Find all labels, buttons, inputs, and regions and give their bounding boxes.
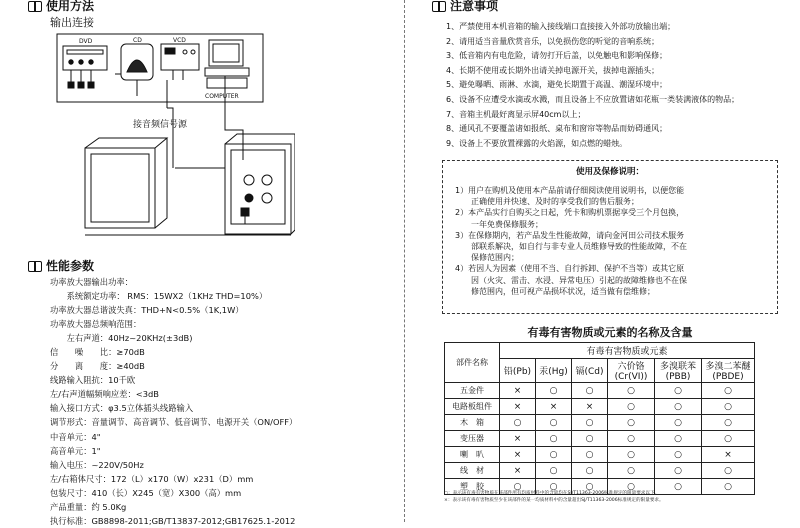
warranty-line: 部联系解决，如自行与非专业人员维修导致的性能故障，不在 [455,242,687,252]
hazard-table-title: 有毒有害物质或元素的名称及含量 [527,326,693,339]
row-name: 电路板组件 [445,399,500,415]
warranty-line: 1）用户在购机及使用本产品前请仔细阅读使用说明书，以便您能 [455,186,685,195]
row-name: 喇 叭 [445,447,500,463]
connection-diagram [55,30,295,250]
cd-label: CD [133,37,142,44]
spec-line: 左右声道：40Hz~20KHz(±3dB) [50,333,193,344]
table-row [445,415,755,431]
usage-section-title: 使用方法 [28,0,94,14]
table-cell: ○ [536,415,572,431]
spec-line: 系统额定功率： RMS：15WX2（1KHz THD=10%） [50,291,268,302]
table-cell: × [572,399,608,415]
table-cell: ○ [655,415,702,431]
spec-line: 包装尺寸：410（长）X245（宽）X300（高）mm [50,487,242,498]
left-speaker-icon [85,148,155,228]
row-name: 线 材 [445,463,500,479]
spec-line: 功率放大器总谐波失真：THD+N<0.5%（1K,1W） [50,305,244,316]
table-row [445,383,755,399]
note-item: 3、低音箱内有电危险，请勿打开后盖，以免触电和影响保修； [446,51,668,61]
spec-line: 中音单元：4" [50,431,101,442]
spec-line: 左/右箱体尺寸：172（L）x170（W）x231（D）mm [50,473,254,484]
spec-line: 高音单元：1" [50,445,101,456]
note-item: 7、音箱主机最好离显示屏40cm以上； [446,109,586,119]
spec-line: 执行标准：GB8898-2011;GB/T13837-2012;GB17625.1-2012 [50,515,296,526]
table-cell: ○ [702,399,755,415]
spec-section-title: 性能参数 [28,257,94,274]
row-name: 木 箱 [445,415,500,431]
warranty-line: 一年免费保修服务； [455,219,543,229]
table-cell: ○ [572,383,608,399]
warranty-line: 3）在保修期内，若产品发生性能故障，请向金河田公司技术服务 [455,230,685,240]
row-name: 变压器 [445,431,500,447]
table-cell: ○ [702,463,755,479]
computer-label: COMPUTER [205,93,239,100]
spec-line: 产品重量：约 5.0Kg [50,501,127,512]
book-icon [432,1,446,12]
warranty-line: 因（火灾、雷击、水浸、异常电压）引起的故障维修也不在保 [455,275,687,285]
table-cell: ○ [500,415,536,431]
spec-line: 信 噪 比：≥70dB [50,347,145,358]
table-cell: ○ [655,479,702,495]
table-cell: × [536,399,572,415]
warranty-title: 使用及保修说明： [575,167,644,177]
table-cell: ○ [702,415,755,431]
spec-line: 功率放大器总频响范围： [50,319,142,330]
table-row [445,399,755,415]
table-cell: ○ [702,383,755,399]
table-cell: ○ [572,463,608,479]
spec-line: 输入接口方式：φ3.5立体插头线路输入 [50,403,194,414]
table-cell: ○ [536,447,572,463]
audio-source-label: 接音频信号源 [133,120,188,130]
table-cell: × [500,431,536,447]
spec-line: 调节形式：音量调节、高音调节、低音调节、电源开关（ON/OFF） [50,417,298,428]
column-header: 多溴二苯醚(PBDE) [702,359,755,383]
table-cell: × [500,463,536,479]
book-icon [28,261,42,272]
note-item: 2、请用适当音量欣赏音乐，以免损伤您的听觉的音响系统； [446,36,660,46]
notes-list [446,20,739,151]
table-footnotes [444,490,778,504]
vcd-label: VCD [173,37,186,44]
table-header-row [445,343,755,359]
note-item: 4、长期不使用或长期外出请关掉电源开关，拔掉电源插头； [446,65,660,75]
column-header: 多溴联苯(PBB) [655,359,702,383]
table-cell: ○ [536,479,572,495]
warranty-line: 2）本产品实行自购买之日起，凭卡和购机票据享受三个月包换， [455,208,685,218]
notes-section-title: 注意事项 [432,0,498,14]
warranty-line: 正确使用并快速、及时的享受我们的售后服务； [455,197,639,207]
table-cell: ○ [536,431,572,447]
note-item: 9、设备上不要放置裸露的火焰源，如点燃的蜡烛。 [446,138,628,148]
warranty-line: 保修范围内； [455,253,519,263]
hazard-table [444,342,755,495]
table-cell: ○ [536,383,572,399]
warranty-line: 修范围内，但可视产品损坏状况，适当做有偿维修； [455,286,655,296]
page-divider [404,0,405,522]
footnote-line: ○：表示该有毒有害物质在该部件所有均质材料中的含量均在SJ/T11363-2006标准规定的限量要求以下。 [444,491,660,496]
warranty-box [442,160,778,314]
table-cell: ○ [572,479,608,495]
note-item: 6、设备不应遭受水滴或水溅，而且设备上不应放置诸如花瓶一类装满液体的物品； [446,94,740,104]
column-header: 汞(Hg) [536,359,572,383]
table-cell: ○ [608,399,655,415]
footnote-line: ×：表示该有毒有害物质至少在该部件的某一均质材料中的含量超出SJ/T11363-2006标准规定的限量要求。 [444,498,664,503]
spec-line: 输入电压：~220V/50Hz [50,459,144,470]
table-cell: ○ [608,415,655,431]
table-cell: ○ [572,415,608,431]
table-row [445,463,755,479]
table-cell: ○ [655,399,702,415]
book-icon [28,1,42,12]
part-name-header: 部件名称 [445,343,500,383]
note-item: 5、避免曝晒、雨淋、水滴，避免长期置于高温、潮湿环境中； [446,80,668,90]
table-cell: × [500,399,536,415]
substance-group-header: 有毒有害物质或元素 [500,343,755,359]
table-cell: ○ [702,431,755,447]
column-header: 镉(Cd) [572,359,608,383]
table-row [445,431,755,447]
spec-line: 功率放大器输出功率： [50,277,133,287]
column-header: 铅(Pb) [500,359,536,383]
note-item: 1、严禁使用本机音箱的输入接线端口直接接入外部功放输出端； [446,22,676,31]
table-cell: × [500,383,536,399]
row-name: 五金件 [445,383,500,399]
table-cell: ○ [572,431,608,447]
spec-line: 左/右声道幅频响应差：<3dB [50,389,159,400]
table-cell: ○ [500,479,536,495]
table-cell: ○ [655,431,702,447]
warranty-list [455,185,767,297]
dvd-label: DVD [79,38,93,45]
table-cell: × [500,447,536,463]
row-name: 塑 胶 [445,479,500,495]
table-cell: ○ [608,383,655,399]
table-cell: × [702,447,755,463]
table-cell: ○ [702,479,755,495]
spec-list [50,275,297,528]
table-row [445,447,755,463]
table-cell: ○ [655,383,702,399]
table-cell: ○ [655,463,702,479]
table-cell: ○ [572,447,608,463]
column-header: 六价铬(Cr(VI)) [608,359,655,383]
note-item: 8、通风孔不要覆盖诸如报纸、桌布和窗帘等物品而妨碍通风； [446,124,668,134]
table-cell: ○ [608,447,655,463]
table-cell: ○ [608,463,655,479]
spec-line: 线路输入阻抗：10千欧 [50,375,136,386]
usage-subtitle: 输出连接 [50,16,94,29]
spec-line: 分 离 度：≥40dB [50,361,145,372]
table-cell: ○ [536,463,572,479]
right-speaker-icon [225,144,291,234]
table-cell: ○ [655,447,702,463]
table-cell: ○ [608,431,655,447]
warranty-line: 4）若因人为因素（使用不当、自行拆卸、保护不当等）或其它原 [455,264,685,274]
table-cell: ○ [608,479,655,495]
